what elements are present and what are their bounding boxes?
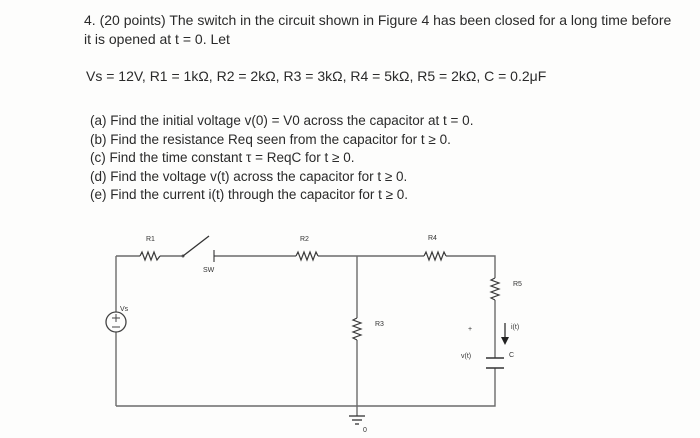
sw-label: SW [203,267,215,274]
c-label: C [509,352,515,359]
r5-resistor [491,278,499,300]
part-b: (b) Find the resistance Req seen from the capacitor for t ≥ 0. [90,131,451,147]
r3-resistor [353,318,361,340]
part-a: (a) Find the initial voltage v(0) = V0 across the capacitor at t = 0. [90,113,474,128]
r5-label: R5 [513,281,522,288]
given-values: Vs = 12V, R1 = 1kΩ, R2 = 2kΩ, R3 = 3kΩ, R4 = 5kΩ, R5 = 2kΩ, C = 0.2μF [86,68,547,84]
r4-resistor [424,252,446,260]
vs-label: Vs [120,306,129,313]
ground-label: 0 [363,427,367,434]
wire-cap-to-bottom [116,368,495,406]
wire-r4-to-right [446,256,495,278]
r2-label: R2 [300,236,309,243]
r2-resistor [296,252,318,260]
r4-label: R4 [428,235,437,242]
problem-line-2: it is opened at t = 0. Let [84,31,230,47]
switch-blade [183,236,209,256]
r1-resistor [140,252,160,260]
part-d: (d) Find the voltage v(t) across the capacitor for t ≥ 0. [90,168,408,184]
plus-marker: + [468,326,473,333]
part-c: (c) Find the time constant τ = ReqC for t ≥ 0. [90,150,355,165]
vt-label: v(t) [461,353,472,360]
problem-line-1: 4. (20 points) The switch in the circuit shown in Figure 4 has been closed for a long time before [84,12,672,28]
r3-label: R3 [375,321,384,328]
r1-label: R1 [146,236,155,243]
part-e: (e) Find the current i(t) through the capacitor for t ≥ 0. [90,187,409,202]
current-arrow-icon [501,337,509,345]
it-label: i(t) [511,324,520,331]
